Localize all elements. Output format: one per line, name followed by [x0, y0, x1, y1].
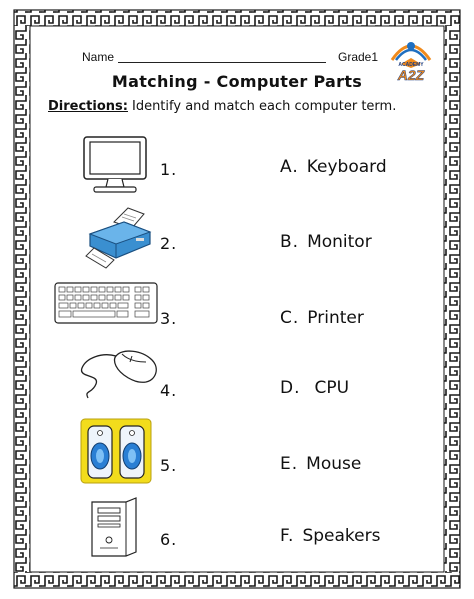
logo-text: A2Z [397, 67, 425, 83]
option-a [280, 157, 387, 177]
option-letter: B. [280, 232, 300, 252]
logo-small-text: ACADEMY [398, 62, 424, 68]
directions [48, 99, 396, 114]
printer-icon [84, 204, 162, 270]
option-f [280, 526, 380, 546]
item-number-1: 1. [160, 160, 178, 179]
option-letter: E. [280, 454, 299, 474]
cpu-icon [88, 496, 140, 558]
name-field[interactable] [118, 62, 326, 63]
option-term: Monitor [307, 232, 372, 252]
item-number-4: 4. [160, 381, 178, 400]
option-term: CPU [314, 378, 350, 398]
item-number-2: 2. [160, 234, 178, 253]
option-letter: C. [280, 308, 300, 328]
directions-label: Directions: [48, 99, 128, 114]
keyboard-icon [54, 282, 158, 324]
directions-text: Identify and match each computer term. [131, 99, 397, 114]
item-number-3: 3. [160, 309, 178, 328]
page-title: Matching - Computer Parts [111, 72, 363, 91]
option-term: Keyboard [306, 157, 387, 177]
option-letter: D. [280, 378, 301, 398]
item-number-5: 5. [160, 456, 178, 475]
option-d [280, 378, 349, 398]
item-number-6: 6. [160, 530, 178, 549]
grade-label: Grade1 [338, 50, 379, 64]
option-letter: A. [280, 157, 299, 177]
name-label: Name [82, 50, 115, 64]
option-c [280, 308, 364, 328]
option-b [280, 232, 372, 252]
option-term: Printer [307, 308, 364, 328]
option-letter: F. [280, 526, 295, 546]
option-term: Speakers [302, 526, 381, 546]
monitor-icon [78, 134, 152, 196]
speakers-icon [80, 418, 152, 484]
mouse-icon [76, 346, 160, 402]
option-e [280, 454, 361, 474]
option-term: Mouse [306, 454, 362, 474]
